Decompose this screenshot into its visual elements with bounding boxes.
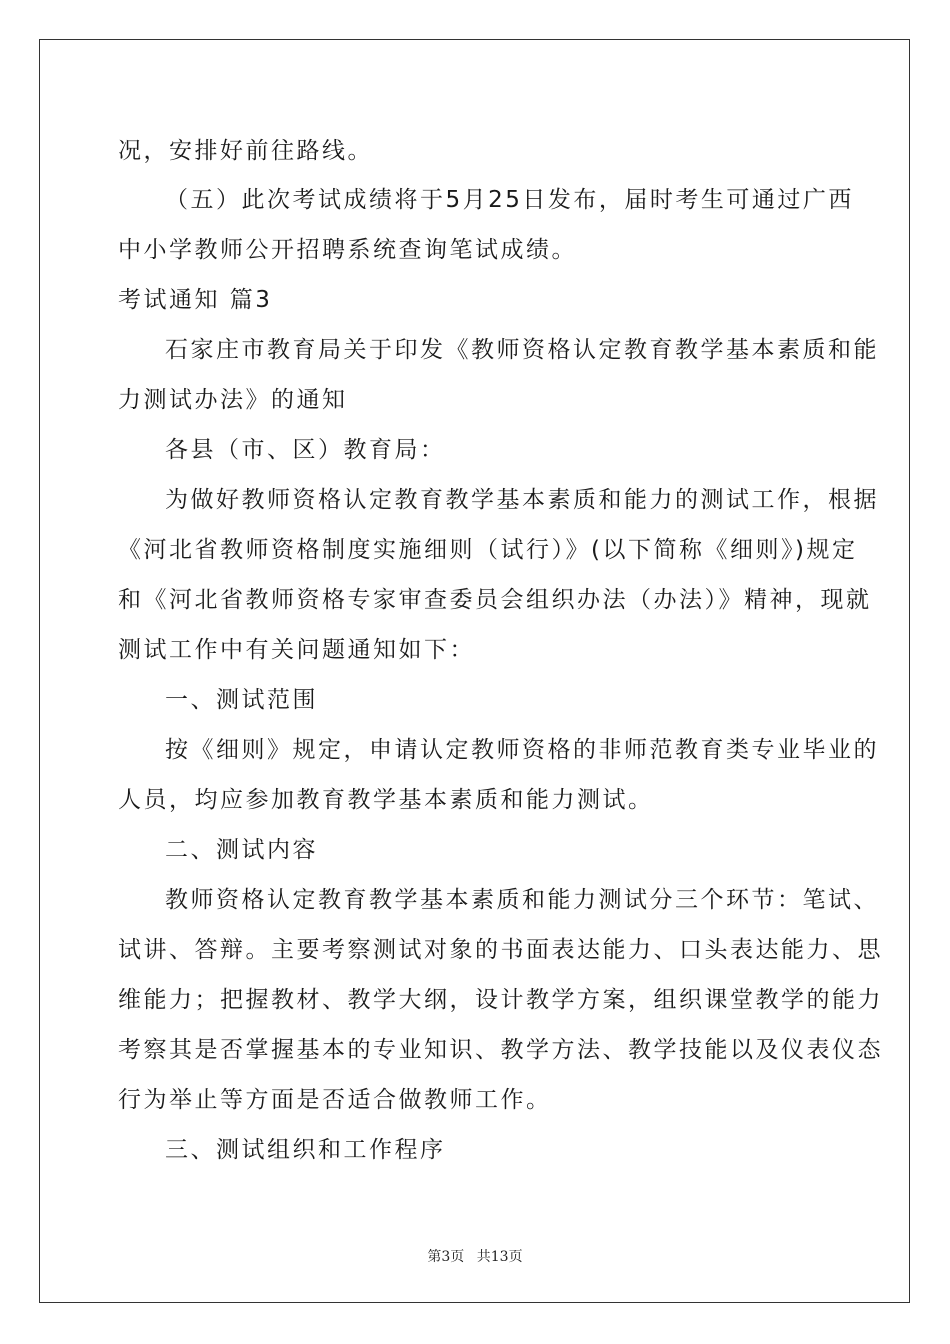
text-line: 考察其是否掌握基本的专业知识、教学方法、教学技能以及仪表仪态 — [118, 1037, 883, 1063]
text-line: 和《河北省教师资格专家审查委员会组织办法（办法）》精神，现就 — [118, 587, 872, 613]
section-heading: 一、测试范围 — [165, 687, 318, 713]
text-line: 行为举止等方面是否适合做教师工作。 — [118, 1087, 552, 1113]
page-total: 共13页 — [476, 1249, 523, 1265]
section-heading: 三、测试组织和工作程序 — [165, 1137, 446, 1163]
text-line: 《河北省教师资格制度实施细则（试行）》(以下简称《细则》)规定 — [118, 537, 858, 563]
text-line: 况，安排好前往路线。 — [118, 138, 373, 164]
text-line: （五）此次考试成绩将于5月25日发布，届时考生可通过广西 — [165, 187, 854, 213]
text-line: 力测试办法》的通知 — [118, 387, 348, 413]
text-line: 中小学教师公开招聘系统查询笔试成绩。 — [118, 237, 577, 263]
text-line: 石家庄市教育局关于印发《教师资格认定教育教学基本素质和能 — [165, 337, 879, 363]
text-line: 维能力；把握教材、教学大纲，设计教学方案，组织课堂教学的能力 — [118, 987, 883, 1013]
text-line: 教师资格认定教育教学基本素质和能力测试分三个环节：笔试、 — [165, 887, 879, 913]
section-heading: 二、测试内容 — [165, 837, 318, 863]
page-number: 第3页 — [427, 1249, 465, 1265]
text-line: 测试工作中有关问题通知如下： — [118, 637, 475, 663]
page-footer — [0, 1246, 950, 1266]
text-line: 为做好教师资格认定教育教学基本素质和能力的测试工作，根据 — [165, 487, 879, 513]
text-line: 各县（市、区）教育局： — [165, 437, 446, 463]
text-line: 试讲、答辩。主要考察测试对象的书面表达能力、口头表达能力、思 — [118, 937, 883, 963]
text-line: 按《细则》规定，申请认定教师资格的非师范教育类专业毕业的 — [165, 737, 879, 763]
section-heading: 考试通知 篇3 — [118, 287, 273, 313]
text-line: 人员，均应参加教育教学基本素质和能力测试。 — [118, 787, 654, 813]
